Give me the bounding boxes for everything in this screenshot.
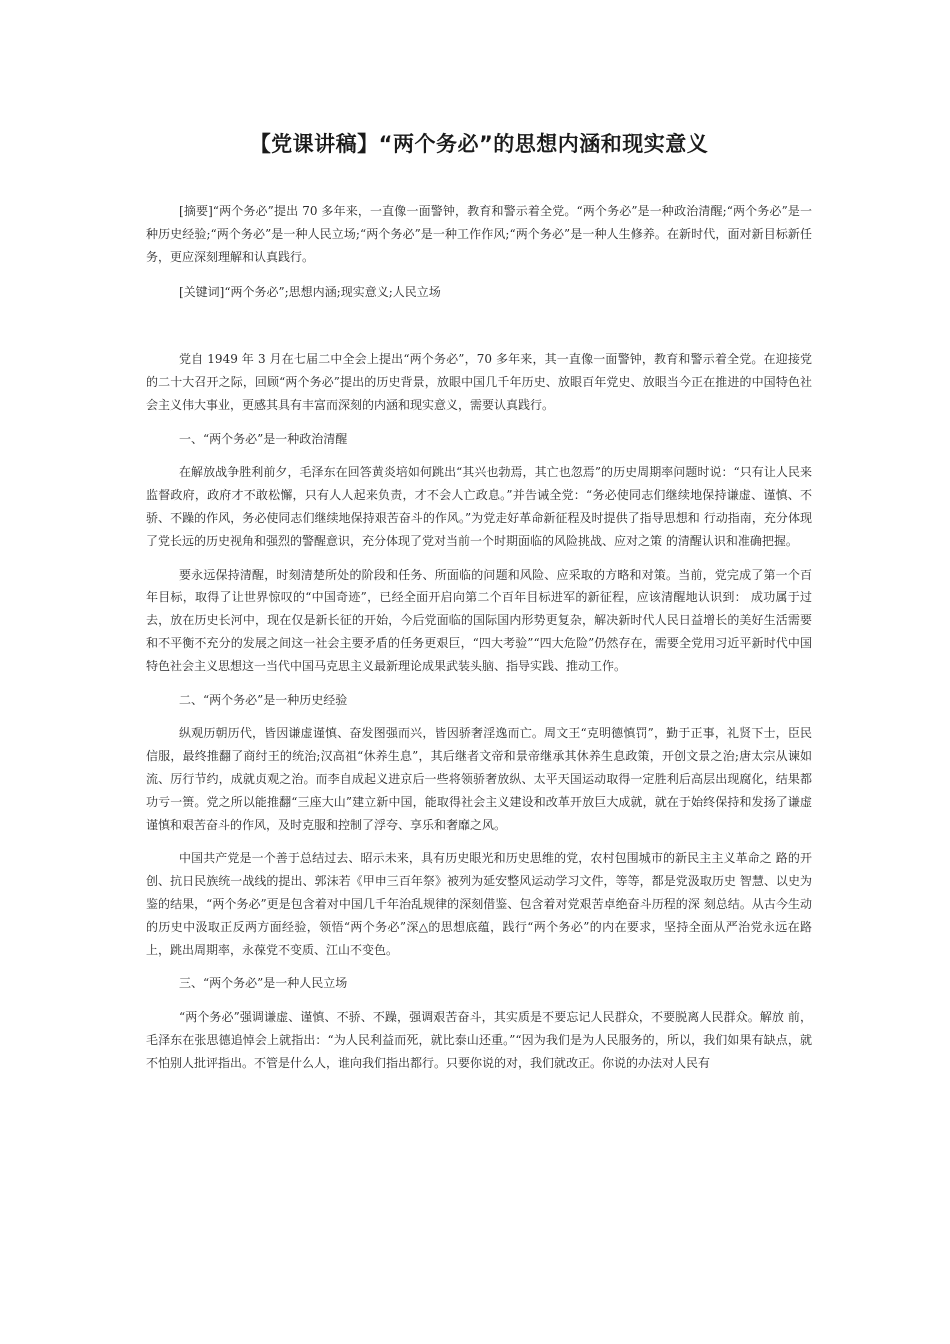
intro-paragraph: 党自 1949 年 3 月在七届二中全会上提出“两个务必”，70 多年来，其一直像一面警钟，教育和警示着全党。在迎接党的二十大召开之际，回顾“两个务必”提出的历史背景，放眼中国几千年历史、放眼百年党史、放眼当今正在推进的中国特色社会主义伟大事业，更感其具有丰富而深刻的内涵和现实意义，需要认真践行。	[146, 352, 812, 412]
document-body	[146, 200, 812, 1075]
section2-paragraph-1: 纵观历朝历代，皆因谦虚谨慎、奋发图强而兴，皆因骄奢淫逸而亡。周文王“克明德慎罚”，勤于正事，礼贤下士，臣民信服，最终推翻了商纣王的统治;汉高祖“休养生息”，其后继者文帝和景帝继承其休养生息政策，开创文景之治;唐太宗从谏如流、厉行节约，成就贞观之治。而李自成起义进京后一些将领骄奢放纵、太平天国运动取得一定胜利后高层出现腐化，结果都功亏一篑。党之所以能推翻“三座大山”建立新中国，能取得社会主义建设和改革开放巨大成就，就在于始终保持和发扬了谦虚谨慎和艰苦奋斗的作风，及时克服和控制了浮夸、享乐和奢靡之风。	[146, 726, 812, 832]
section1-paragraph-2: 要永远保持清醒，时刻清楚所处的阶段和任务、所面临的问题和风险、应采取的方略和对策。当前，党完成了第一个百年目标，取得了让世界惊叹的“中国奇迹”，已经全面开启向第二个百年目标进军的新征程，应该清醒地认识到： 成功属于过去，放在历史长河中，现在仅是新长征的开始，今后党面临的国际国内形势更复杂，解决新时代人民日益增长的美好生活需要和不平衡不充分的发展之间这一社会主要矛盾的任务更艰巨，“四大考验”“四大危险”仍然存在，需要全党用习近平新时代中国特色社会主义思想这一当代中国马克思主义最新理论成果武装头脑、指导实践、推动工作。	[146, 567, 812, 673]
section2-heading: 二、“两个务必”是一种历史经验	[179, 692, 348, 707]
section1-heading: 一、“两个务必”是一种政治清醒	[179, 431, 348, 446]
section3-paragraph-1: “两个务必”强调谦虚、谨慎、不骄、不躁，强调艰苦奋斗，其实质是不要忘记人民群众，不要脱离人民群众。解放 前，毛泽东在张思德追悼会上就指出：“为人民利益而死，就比泰山还重。”“因为我们是为人民服务的，所以，我们如果有缺点，就不怕别人批评指出。不管是什么人，谁向我们指出都行。只要你说的对，我们就改正。你说的办法对人民有	[146, 1010, 812, 1070]
section3-heading: 三、“两个务必”是一种人民立场	[179, 976, 348, 991]
keywords-paragraph: [关键词]“两个务必”;思想内涵;现实意义;人民立场	[179, 285, 441, 300]
abstract-paragraph: [摘要]“两个务必”提出 70 多年来，一直像一面警钟，教育和警示着全党。“两个务必”是一种政治清醒;“两个务必”是一种历史经验;“两个务必”是一种人民立场;“两个务必”是一种工作作风;“两个务必”是一种人生修养。在新时代，面对新目标新任务，更应深刻理解和认真践行。	[146, 204, 812, 264]
document-title: 【党课讲稿】“两个务必”的思想内涵和现实意义	[249, 132, 709, 156]
section2-paragraph-2: 中国共产党是一个善于总结过去、昭示未来，具有历史眼光和历史思维的党，农村包围城市的新民主主义革命之 路的开创、抗日民族统一战线的提出、郭沫若《甲申三百年祭》被列为延安整风运动学习文件，等等，都是党汲取历史 智慧、以史为鉴的结果，“两个务必”更是包含着对中国几千年治乱规律的深刻借鉴、包含着对党艰苦卓绝奋斗历程的深 刻总结。从古今生动的历史中汲取正反两方面经验，领悟“两个务必”深△的思想底蕴，践行“两个务必”的内在要求，坚持全面从严治党永远在路上，跳出周期率，永葆党不变质、江山不变色。	[146, 851, 812, 957]
section1-paragraph-1: 在解放战争胜利前夕，毛泽东在回答黄炎培如何跳出“其兴也勃焉，其亡也忽焉”的历史周期率问题时说：“只有让人民来监督政府，政府才不敢松懈，只有人人起来负责，才不会人亡政息。”并告诫全党：“务必使同志们继续地保持谦虚、谨慎、不骄、不躁的作风，务必使同志们继续地保持艰苦奋斗的作风。”为党走好革命新征程及时提供了指导思想和 行动指南，充分体现了党长远的历史视角和强烈的警醒意识，充分体现了党对当前一个时期面临的风险挑战、应对之策 的清醒认识和准确把握。	[146, 465, 812, 548]
